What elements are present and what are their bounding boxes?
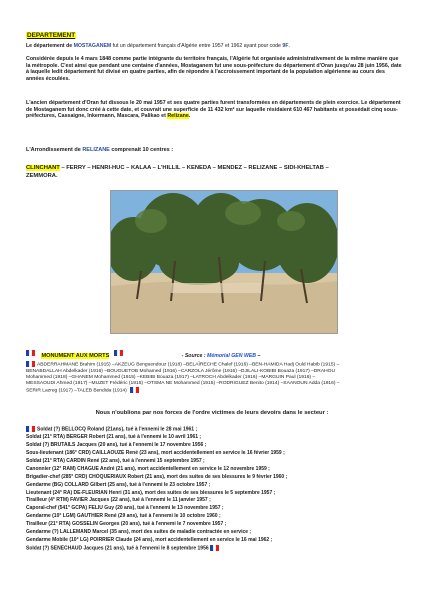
landscape-photo (110, 190, 338, 334)
victim-entry: Tirailleur (4° RTM) FAVIER Jacques (22 ans), tué à l'ennemi le 11 janvier 1957 ; (26, 497, 211, 504)
centre-clinchant: CLINCHANT (26, 165, 60, 171)
victim-entry: Soldat (?) SENECHAUD Jacques (21 ans), tué à l'ennemi le 8 septembre 1956 (26, 545, 416, 553)
victim-entry: Brigadier-chef (285° CRD) CHOQUERIAUX Robert (21 ans), mort des suites de ses blessures le 9 février 1960 ; (26, 473, 288, 480)
victim-entry: Gendarme (BG) COLLARD Gilbert (25 ans), tué à l'ennemi le 23 octobre 1957 ; (26, 481, 211, 488)
names-line: ABDERRAHMANE Brahim (1915) –AKZEUG Benguendouz (1918) –BELAÏRECHE Chalef (1916) –BEN-HAMIDA Hadj Ould Habib (1915) – (26, 361, 411, 369)
history-paragraph-2: L'ancien département d'Oran fut dissous le 20 mai 1957 et ses quatre parties furent transformées en départements de plein exercice. Le département de Mostaganem fut donc créé à cette date, et couvrait une superficie de 11 432 km² sur laquelle résidaient 610 467 habitants et possédait cinq sous-préfectures, Cassaigne, Inkermann, Mascara, Palikao et Relizane. (26, 100, 401, 119)
french-flag-icon (26, 426, 35, 432)
victim-entry: Canonnier (12° RAM) CHAGUE André (21 ans), mort accidentellement en service le 12 novembre 1959 ; (26, 465, 270, 472)
relizane-highlight: Relizane (167, 113, 189, 119)
victim-entry: Soldat (21° RTA) BERGER Robert (21 ans), tué à l'ennemi le 10 avril 1961 ; (26, 434, 202, 441)
victim-entry: Gendarme Mobile (10° LG) POIRRIER Claude (24 ans), mort accidentellement en service le 16 mai 1962 ; (26, 537, 273, 544)
victim-entry: Tirailleur (21° RTA) GOSSELIN Georges (20 ans), tué à l'ennemi le 7 novembre 1957 ; (26, 521, 227, 528)
victim-entry: Lieutenant (24° RA) DE-FLEURIAN Henri (31 ans), mort des suites de ses blessures le 5 septembre 1957 ; (26, 489, 276, 496)
victim-entry: Sous-lieutenant (186° CRD) CAILLAOUZE René (23 ans), mort accidentellement en service le 16 février 1959 ; (26, 450, 285, 457)
page-heading: DEPARTEMENT (27, 32, 76, 39)
victim-entry: Soldat (21° RTA) CARDIN René (22 ans), tué à l'ennemi 15 septembre 1957 ; (26, 457, 205, 464)
victim-entry: Soldat (?) BRUTAILS Jacques (20 ans), tué à l'ennemi le 17 novembre 1956 ; (26, 442, 207, 449)
remember-line: Nous n'oublions par nos forces de l'ordre victimes de leurs devoirs dans le secteur : (95, 410, 329, 416)
names-line: Mohammed (1918) –GHANEM Mohammed (1915) –KEBIBI Bouaza (1917) –LATROCH Abdelkader (1916) –MARGUIN Paul (1916) – (26, 374, 316, 380)
names-line: SERIR Lazreg (1917) –TALEB Bendida (1914) (26, 387, 411, 395)
victims-list (26, 426, 416, 553)
names-line: BENABDALLAH Abdelkader (1916) –BOUGUETOB Mohamed (1916) –CARZOLA Jérôme (1916) –DJILALI-KOBIBI Bouaza (1917) –DRAHOU (26, 368, 335, 374)
source-link[interactable]: Mémorial GEN WEB (207, 353, 257, 359)
monument-names (26, 361, 411, 395)
centres-list: CLINCHANT – FERRY – HENRI-HUC – KALAA – L'HILLIL – KENEDA – MENDEZ – RELIZANE – SIDI-KHELTAB – ZEMMORA. (26, 165, 329, 179)
french-flag-icon (210, 545, 219, 551)
victim-entry: Gendarme (10° LGM) GAUTHIER René (29 ans), tué à l'ennemi le 10 octobre 1960 ; (26, 513, 221, 520)
monument-header: MONUMENT AUX MORTS - Source : Mémorial GEN WEB – (26, 344, 260, 362)
victim-entry: Gendarme (?) LALLEMAND Marcel (35 ans), mort des suites de maladie contractée en service ; (26, 529, 252, 536)
victim-entry: Caporal-chef (541° GCPA) FELIU Guy (20 ans), tué à l'ennemi le 13 novembre 1957 ; (26, 505, 224, 512)
french-flag-icon (130, 387, 139, 393)
names-line: MESSAOUDI Ahmed (1917) –MUZET Frédéric (1915) –OTSMA NE Mohammed (1915) –RODRIGUEZ Benito (1914) –SAANOUN Adda (1916) – (26, 380, 340, 386)
french-flag-icon (114, 350, 123, 356)
arrondissement-line: L'Arrondissement de RELIZANE comprenait 10 centres : (26, 147, 174, 153)
french-flag-icon (26, 361, 35, 367)
french-flag-icon (26, 350, 35, 356)
intro-line: Le département de MOSTAGANEM fut un département français d'Algérie entre 1957 et 1962 ayant pour code 9F. (26, 43, 290, 49)
history-paragraph-1: Considérée depuis le 4 mars 1848 comme partie intégrante du territoire français, l'Algérie fut organisée administrativement de la même manière que la métropole. C'est ainsi que pendant une centaine d'années, Mostaganem fut une sous-préfecture du département d'Oran jusqu'au 28 juin 1956, date à laquelle ledit département fut divisé en quatre parties, afin de répondre à l'accroissement important de la population algérienne au cours des années écoulées. (26, 56, 402, 82)
victim-entry: Soldat (?) BELLOCQ Roland (21ans), tué à l'ennemi le 28 mai 1961 ; (26, 426, 416, 434)
